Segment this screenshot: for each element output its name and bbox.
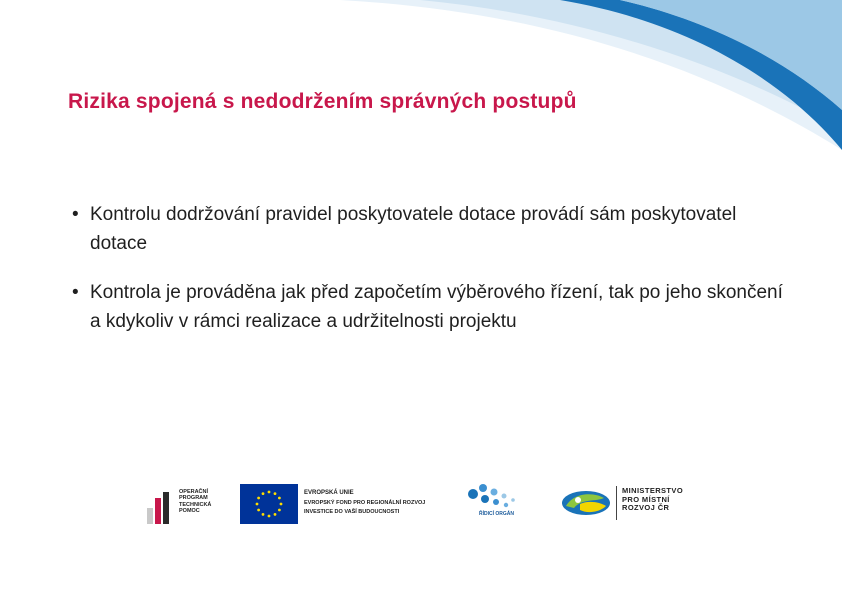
eu-star [257,497,260,500]
eu-star [257,509,260,512]
eu-star [278,509,281,512]
eu-flag-icon [240,484,298,524]
eu-text-line: INVESTICE DO VAŠÍ BUDOUCNOSTI [304,509,400,516]
bullet-item [72,278,792,336]
bullet-text: Kontrola je prováděna jak před započetím výběrového řízení, tak po jeho skončení a kdykoliv v rámci realizace a udržitelnosti projektu [90,282,783,332]
eu-star [256,503,259,506]
ro-logo [463,480,538,528]
eu-star [274,513,277,516]
eu-text-line: EVROPSKÁ UNIE [304,490,354,496]
mmr-emblem-icon [560,488,612,518]
op-text-line: PROGRAM [179,495,208,502]
eu-star [278,497,281,500]
mmr-text-line: MINISTERSTVO [622,486,684,495]
slide-title: Rizika spojená s nedodržením správných postupů [68,90,577,113]
dots-cluster-icon [463,480,533,512]
mmr-text-line: ROZVOJ ČR [622,503,670,513]
bullet-item [72,200,792,258]
bullet-dot: • [72,204,79,225]
op-logo [145,480,227,528]
eu-logo [240,480,455,528]
mmr-text-line: PRO MÍSTNÍ [622,494,670,504]
mmr-logo [560,480,705,528]
logo-strip [145,480,705,528]
eu-star [274,492,277,495]
eu-star [268,491,271,494]
op-text-line: OPERAČNÍ [179,489,209,495]
op-text-line: POMOC [179,507,200,514]
op-bars-icon [145,482,175,526]
eu-star [268,515,271,518]
mmr-divider [616,486,617,520]
bullet-list [72,200,792,356]
op-text-line: TECHNICKÁ [179,501,212,508]
bullet-text: Kontrolu dodržování pravidel poskytovatele dotace provádí sám poskytovatel dotace [90,204,737,254]
eu-star [262,492,265,495]
eu-star [280,503,283,506]
ro-text: ŘÍDICÍ ORGÁN [479,511,514,517]
eu-text-line: EVROPSKÝ FOND PRO REGIONÁLNÍ ROZVOJ [304,499,426,506]
eu-star [262,513,265,516]
bullet-dot: • [72,282,79,303]
